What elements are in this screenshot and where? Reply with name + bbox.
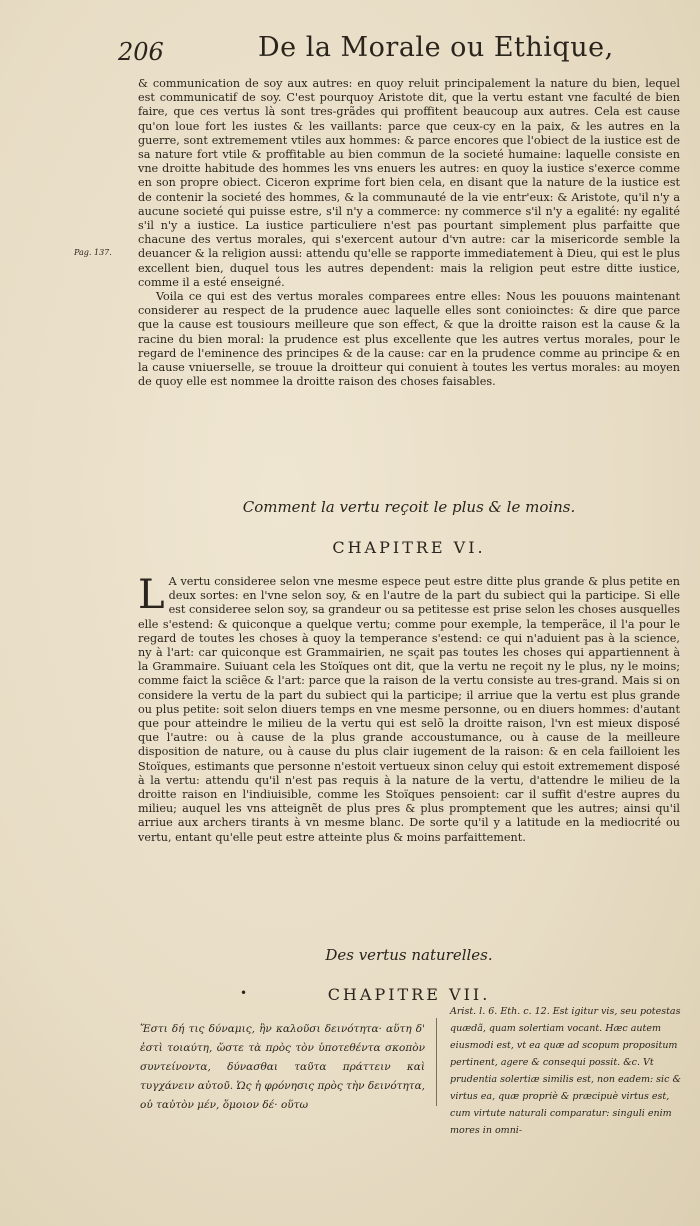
- bullet-mark: •: [240, 986, 248, 1000]
- running-title: De la Morale ou Ethique,: [258, 32, 614, 63]
- page-header: [118, 28, 678, 78]
- margin-reference: Pag. 137.: [74, 248, 112, 257]
- sub-heading-2: Des vertus naturelles.: [325, 946, 493, 964]
- paragraph-1: & communication de soy aux autres: en quoy reluit principalement la nature du bien, lequel est communicatif de soy. C'est pourquoy Aristote dit, que la vertu estant vne faculté de bien faire, que ces vertus là sont tres-grãdes qui proffitent beaucoup aux autres. Cela est cause qu'on loue fort les iustes & les vaillants: parce que ceux-cy en la paix, & les autres en la guerre, sont extremement vtiles aux hommes: & parce encores que l'obiect de la iustice est de sa nature fort vtile & proffitable au bien commun de la societé humaine: laquelle consiste en vne droitte habitude des hommes les vns enuers les autres: en quoy la iustice s'exerce comme en son propre obiect. Ciceron exprime fort bien cela, en disant que la nature de la iustice est de contenir la societé des hommes, & la communauté de la vie entr'eux: & Aristote, qu'il n'y a aucune societé qui puisse estre, s'il n'y a commerce: ny commerce s'il n'y a egalité: ny egalité s'il n'y a iustice. La iustice particuliere n'est pas pourtant simplement plus parfaitte que chacune des vertus morales, qui s'exercent autour d'vn autre: car la misericorde semble la deuancer & la religion aussi: attendu qu'elle se rapporte immediatement à Dieu, qui est le plus excellent bien, duquel tous les autres dependent: mais la religion peut estre ditte iustice, comme il a esté enseigné.: [138, 77, 680, 289]
- paragraph-2: Voila ce qui est des vertus morales comparees entre elles: Nous les pouuons maintenant considerer au respect de la prudence auec laquelle elles sont conioinctes: & dire que parce que la cause est tousiours meilleure que son effect, & que la droitte raison est la cause & la racine du bien moral: la prudence est plus excellente que les autres vertus morales, pour le regard de l'eminence des principes & de la cause: car en la prudence comme au principe & en la cause vniuerselle, se trouue la droitteur qui conuient à toutes les vertus morales: au moyen de quoy elle est nommee la droitte raison des choses faisables.: [138, 290, 680, 389]
- sub-heading-1: Comment la vertu reçoit le plus & le moins.: [242, 498, 576, 516]
- section-1-text: [138, 77, 680, 389]
- drop-cap: L: [138, 572, 165, 618]
- page-number: 206: [118, 38, 164, 66]
- column-divider: [436, 1018, 437, 1106]
- chapter-6-body: A vertu consideree selon vne mesme espece peut estre ditte plus grande & plus petite en deux sortes: en l'vne selon soy, & en l'autre de la part du subiect qui la participe. Si elle est consideree selon soy, sa grandeur ou sa petitesse est prise selon les choses ausquelles elle s'estend: & quiconque a quelque vertu; comme pour exemple, la temperãce, il l'a pour le regard de toutes les choses à quoy la temperance s'estend: ce qui n'aduient pas à la science, ny à l'art: car quiconque est Grammairien, ne sçait pas toutes les choses qui appartiennent à la Grammaire. Suiuant cela les Stoïques ont dit, que la vertu ne reçoit ny le plus, ny le moins; comme faict la sciẽce & l'art: parce que la raison de la vertu consiste au tres-grand. Mais si on considere la vertu de la part du subiect qui la participe; il arriue que la vertu est plus grande ou plus petite: soit selon diuers temps en vne mesme personne, ou en diuers hommes: d'autant que pour atteindre le milieu de la vertu qui est selõ la droitte raison, l'vn est mieux disposé que l'autre: ou à cause de la plus grande accoustumance, ou à cause de la meilleure disposition de nature, ou à cause du plus clair iugement de la raison: & en cela failloient les Stoïques, estimants que personne n'estoit vertueux sinon celuy qui estoit extremement disposé à la vertu: attendu qu'il n'est pas requis à la nature de la vertu, d'attendre le milieu de la droitte raison en l'indiuisible, comme les Stoïques pensoient: car il suffit d'estre aupres du milieu; auquel les vns atteignẽt de plus pres & plus promptement que les autres; ainsi qu'il arriue aux archers tirants à vn mesme blanc. De sorte qu'il y a latitude en la mediocrité ou vertu, entant qu'elle peut estre atteinte plus & moins parfaittement.: [138, 575, 680, 844]
- section-2-text: [138, 572, 680, 845]
- greek-quotation: Ἔστι δή τις δύναμις, ἣν καλοῦσι δεινότητα· αὕτη δ' ἐστὶ τοιαύτη, ὥστε τὰ πρὸς τὸν ὑποτεθέντα σκοπὸν συντείνοντα, δύνασθαι ταῦτα πράττειν καὶ τυγχάνειν αὐτοῦ. Ὡς ἡ φρόνησις πρὸς τὴν δεινότητα, οὐ ταὐτὸν μέν, ὅμοιον δέ· οὕτω: [140, 1023, 425, 1111]
- chapter-heading-2: CHAPITRE VII.: [327, 985, 491, 1004]
- chapter-heading-1: CHAPITRE VI.: [332, 538, 486, 557]
- latin-marginal-note: Arist. l. 6. Eth. c. 12. Est igitur vis, seu potestas quædã, quam solertiam vocant. Hæc autem eiusmodi est, vt ea quæ ad scopum propositum pertinent, agere & consequi possit. &c. Vt prudentia solertiæ similis est, non eadem: sic & virtus ea, quæ propriè & præcipuè virtus est, cum virtute naturali comparatur: singuli enim mores in omni-: [450, 1006, 681, 1136]
